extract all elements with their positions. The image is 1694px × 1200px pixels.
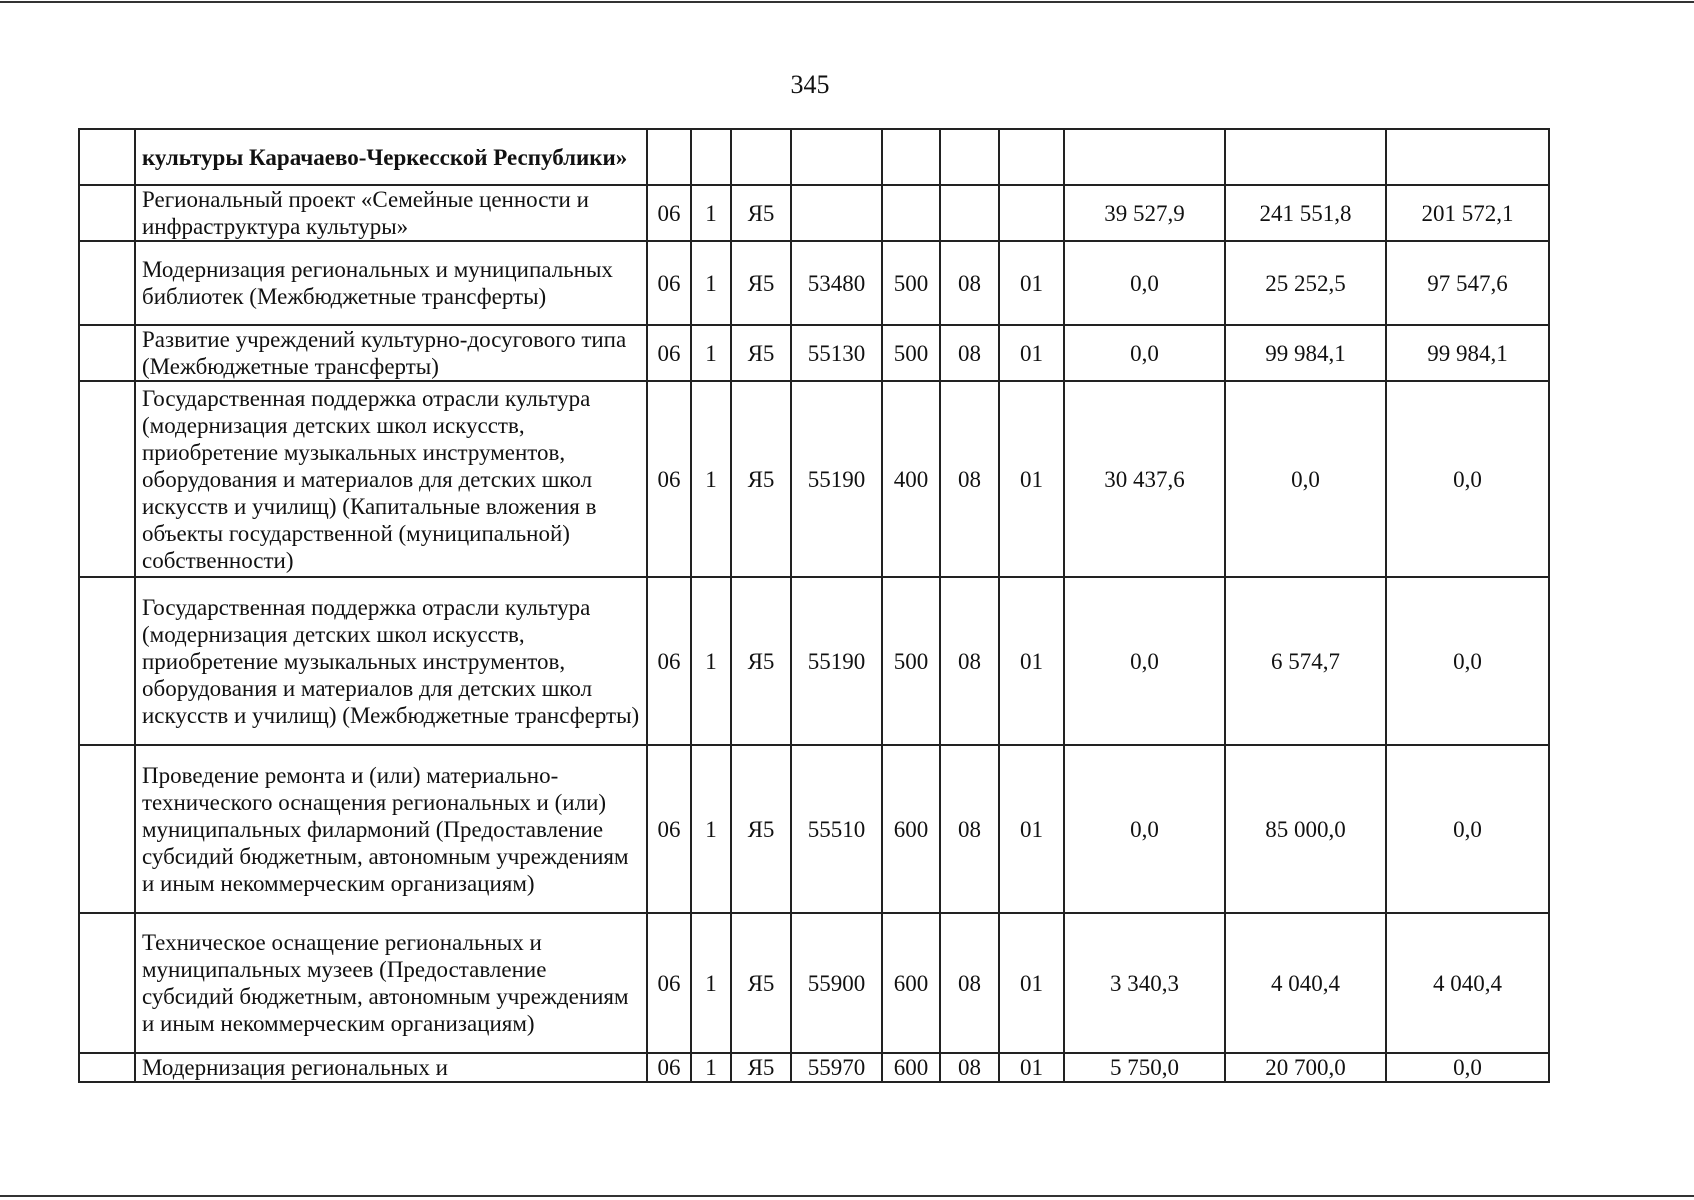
description-cell: Региональный проект «Семейные ценности и инфраструктура культуры»	[135, 185, 647, 241]
amount-cell: 0,0	[1386, 1053, 1549, 1082]
table-row	[79, 745, 1549, 913]
amount-cell: 0,0	[1225, 381, 1386, 577]
code-cell: 01	[999, 745, 1064, 913]
amount-cell: 99 984,1	[1386, 325, 1549, 381]
amount-cell: 0,0	[1064, 745, 1225, 913]
amount-cell: 201 572,1	[1386, 185, 1549, 241]
code-cell: 400	[882, 381, 940, 577]
code-cell: 06	[647, 913, 691, 1053]
table-row	[79, 577, 1549, 745]
budget-table	[78, 128, 1550, 1083]
row-number-cell	[79, 185, 135, 241]
code-cell: 08	[940, 745, 999, 913]
code-cell: 08	[940, 1053, 999, 1082]
code-cell	[882, 185, 940, 241]
code-cell: Я5	[731, 577, 791, 745]
code-cell: 01	[999, 1053, 1064, 1082]
code-cell: 600	[882, 745, 940, 913]
row-number-cell	[79, 241, 135, 325]
amount-cell: 0,0	[1064, 577, 1225, 745]
row-number-cell	[79, 381, 135, 577]
code-cell: 1	[691, 913, 731, 1053]
code-cell: 500	[882, 577, 940, 745]
amount-cell: 0,0	[1064, 325, 1225, 381]
code-cell: 08	[940, 913, 999, 1053]
table-row	[79, 129, 1549, 185]
code-cell: 01	[999, 577, 1064, 745]
code-cell: 1	[691, 241, 731, 325]
amount-cell: 30 437,6	[1064, 381, 1225, 577]
code-cell: Я5	[731, 1053, 791, 1082]
code-cell: 06	[647, 577, 691, 745]
code-cell: 08	[940, 577, 999, 745]
table-row	[79, 1053, 1549, 1082]
amount-cell: 5 750,0	[1064, 1053, 1225, 1082]
code-cell: 01	[999, 381, 1064, 577]
code-cell: 08	[940, 325, 999, 381]
table-row	[79, 913, 1549, 1053]
code-cell: 55510	[791, 745, 882, 913]
code-cell: Я5	[731, 241, 791, 325]
row-number-cell	[79, 577, 135, 745]
code-cell: 06	[647, 185, 691, 241]
description-cell: Государственная поддержка отрасли культура (модернизация детских школ искусств, приобретение музыкальных инструментов, оборудования и материалов для детских школ искусств и училищ) (Межбюджетные трансферты)	[135, 577, 647, 745]
description-cell: Проведение ремонта и (или) материально-технического оснащения региональных и (или) муниципальных филармоний (Предоставление субсидий бюджетным, автономным учреждениям и иным некоммерческим организациям)	[135, 745, 647, 913]
amount-cell: 0,0	[1386, 577, 1549, 745]
amount-cell: 20 700,0	[1225, 1053, 1386, 1082]
code-cell: 500	[882, 325, 940, 381]
code-cell: 55900	[791, 913, 882, 1053]
amount-cell: 99 984,1	[1225, 325, 1386, 381]
code-cell	[647, 129, 691, 185]
code-cell: 1	[691, 185, 731, 241]
amount-cell: 0,0	[1064, 241, 1225, 325]
code-cell	[940, 185, 999, 241]
code-cell: 06	[647, 325, 691, 381]
amount-cell: 0,0	[1386, 745, 1549, 913]
code-cell: 1	[691, 1053, 731, 1082]
description-cell: Государственная поддержка отрасли культура (модернизация детских школ искусств, приобретение музыкальных инструментов, оборудования и материалов для детских школ искусств и училищ) (Капитальные вложения в объекты государственной (муниципальной) собственности)	[135, 381, 647, 577]
amount-cell: 6 574,7	[1225, 577, 1386, 745]
code-cell: 06	[647, 241, 691, 325]
code-cell: 06	[647, 381, 691, 577]
amount-cell	[1225, 129, 1386, 185]
scan-border-bottom	[0, 1195, 1694, 1197]
code-cell: 55970	[791, 1053, 882, 1082]
code-cell: 600	[882, 1053, 940, 1082]
amount-cell: 85 000,0	[1225, 745, 1386, 913]
code-cell: 55130	[791, 325, 882, 381]
row-number-cell	[79, 325, 135, 381]
code-cell: 500	[882, 241, 940, 325]
code-cell: 08	[940, 241, 999, 325]
code-cell: 1	[691, 325, 731, 381]
description-cell: Развитие учреждений культурно-досугового типа (Межбюджетные трансферты)	[135, 325, 647, 381]
code-cell	[791, 185, 882, 241]
code-cell: 600	[882, 913, 940, 1053]
code-cell: 1	[691, 577, 731, 745]
code-cell	[691, 129, 731, 185]
description-cell: Модернизация региональных и	[135, 1053, 647, 1082]
code-cell	[940, 129, 999, 185]
amount-cell: 39 527,9	[1064, 185, 1225, 241]
code-cell	[999, 129, 1064, 185]
amount-cell	[1386, 129, 1549, 185]
code-cell: 1	[691, 381, 731, 577]
amount-cell	[1064, 129, 1225, 185]
table-row	[79, 325, 1549, 381]
code-cell: 01	[999, 325, 1064, 381]
code-cell: 01	[999, 913, 1064, 1053]
code-cell: 53480	[791, 241, 882, 325]
table-row	[79, 241, 1549, 325]
amount-cell: 3 340,3	[1064, 913, 1225, 1053]
code-cell	[791, 129, 882, 185]
code-cell: 01	[999, 241, 1064, 325]
code-cell: Я5	[731, 185, 791, 241]
code-cell: 55190	[791, 381, 882, 577]
description-cell: Техническое оснащение региональных и муниципальных музеев (Предоставление субсидий бюджетным, автономным учреждениям и иным некоммерческим организациям)	[135, 913, 647, 1053]
code-cell: 06	[647, 745, 691, 913]
table-row	[79, 381, 1549, 577]
amount-cell: 0,0	[1386, 381, 1549, 577]
code-cell: Я5	[731, 745, 791, 913]
code-cell: 1	[691, 745, 731, 913]
amount-cell: 241 551,8	[1225, 185, 1386, 241]
description-cell: культуры Карачаево-Черкесской Республики»	[135, 129, 647, 185]
row-number-cell	[79, 1053, 135, 1082]
amount-cell: 4 040,4	[1225, 913, 1386, 1053]
amount-cell: 4 040,4	[1386, 913, 1549, 1053]
scan-border-top	[0, 1, 1694, 3]
table-row	[79, 185, 1549, 241]
code-cell	[999, 185, 1064, 241]
code-cell: Я5	[731, 381, 791, 577]
code-cell	[882, 129, 940, 185]
code-cell: Я5	[731, 913, 791, 1053]
code-cell: Я5	[731, 325, 791, 381]
code-cell: 08	[940, 381, 999, 577]
amount-cell: 97 547,6	[1386, 241, 1549, 325]
row-number-cell	[79, 913, 135, 1053]
code-cell: 55190	[791, 577, 882, 745]
page-number: 345	[790, 70, 830, 99]
row-number-cell	[79, 745, 135, 913]
code-cell	[731, 129, 791, 185]
row-number-cell	[79, 129, 135, 185]
amount-cell: 25 252,5	[1225, 241, 1386, 325]
code-cell: 06	[647, 1053, 691, 1082]
description-cell: Модернизация региональных и муниципальных библиотек (Межбюджетные трансферты)	[135, 241, 647, 325]
